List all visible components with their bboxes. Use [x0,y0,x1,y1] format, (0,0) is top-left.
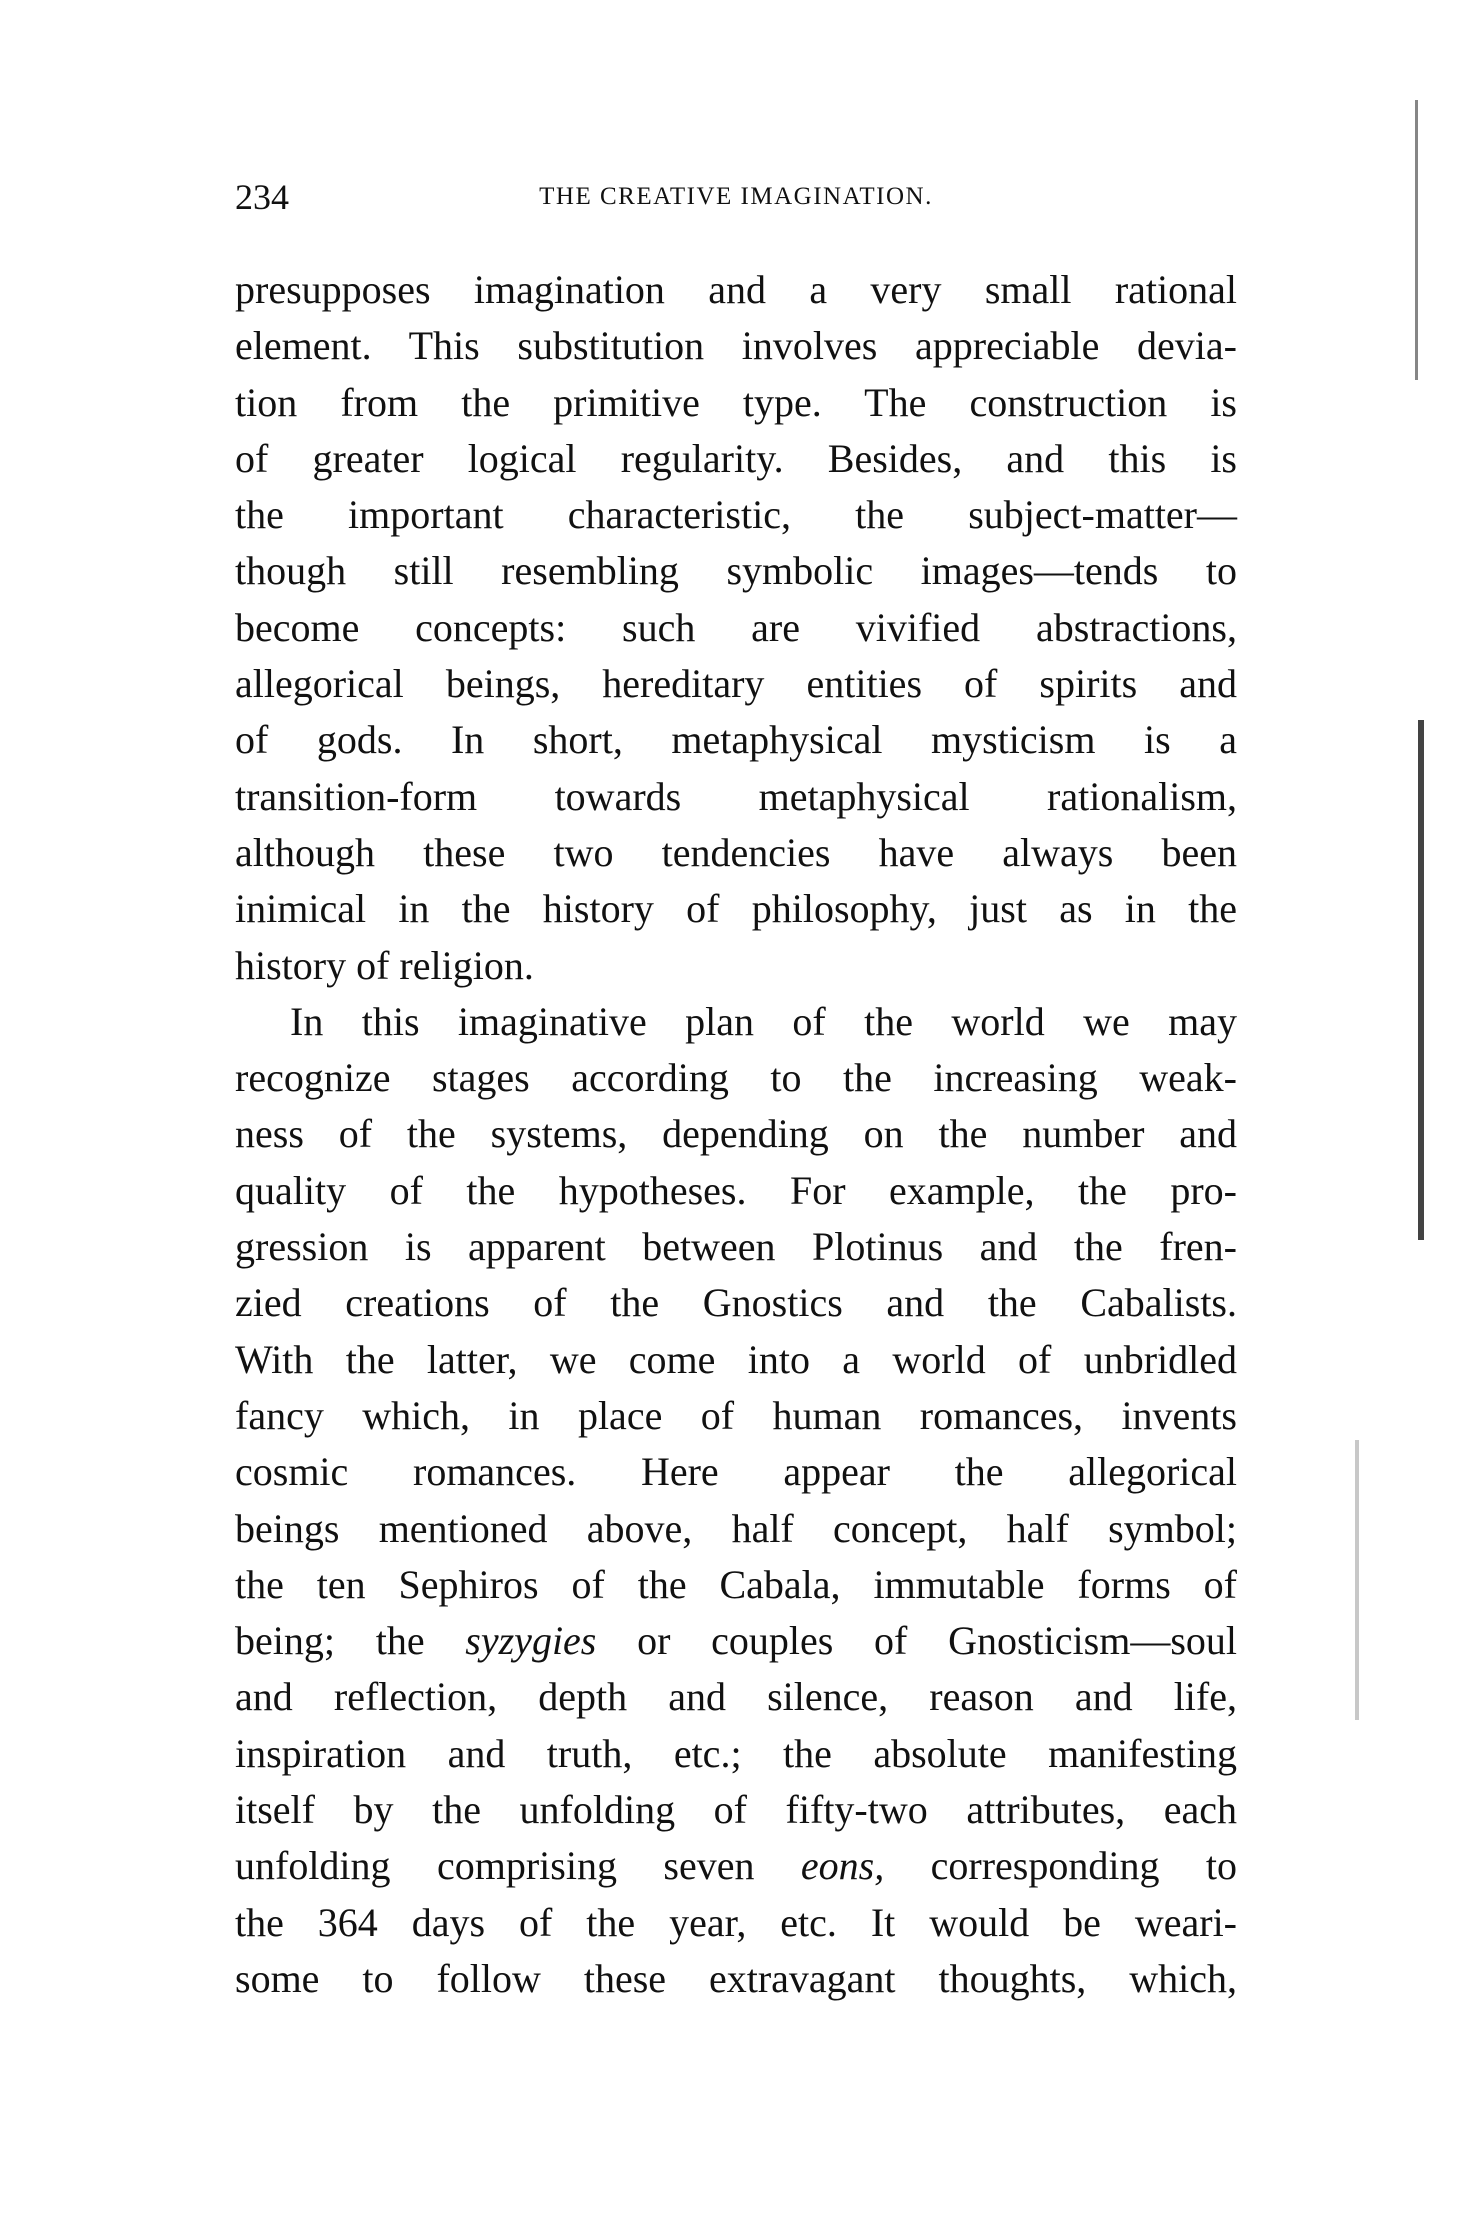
text-segment: and reflection, depth and silence, reason and life, [235,1674,1237,1720]
text-line [235,769,1237,825]
text-segment: gression is apparent between Plotinus and the fren- [235,1224,1237,1270]
text-segment: With the latter, we come into a world of unbridled [235,1336,1237,1382]
text-line [235,487,1237,543]
text-segment: presupposes imagination and a very small rational [235,267,1237,312]
text-segment: the 364 days of the year, etc. It would be weari- [235,1899,1237,1945]
text-segment: recognize stages according to the increasing weak- [235,1055,1237,1101]
text-segment: itself by the unfolding of fifty-two attributes, each [235,1787,1237,1833]
text-segment: transition-form towards metaphysical rationalism, [235,773,1237,819]
text-segment: become concepts: such are vivified abstractions, [235,604,1237,650]
text-segment: though still resembling symbolic images—tends to [235,548,1237,594]
italic-term: syzygies [465,1618,597,1664]
text-segment: although these two tendencies have always been [235,829,1237,875]
text-line [235,1838,1237,1894]
text-line [235,1895,1237,1951]
body-text [235,262,1237,2007]
text-line [235,656,1237,712]
text-line [235,375,1237,431]
scan-edge-mark [1418,720,1424,1240]
text-segment: inimical in the history of philosophy, just as in the [235,886,1237,932]
text-segment: being; the [235,1618,466,1664]
text-line [235,1106,1237,1162]
text-segment: of greater logical regularity. Besides, and this is [235,435,1237,481]
text-line [235,825,1237,881]
text-line [235,543,1237,599]
text-line [235,1669,1237,1725]
text-segment: some to follow these extravagant thoughts, which, [235,1955,1237,2001]
text-segment: allegorical beings, hereditary entities of spirits and [235,661,1237,707]
text-line [235,1726,1237,1782]
text-segment: In this imaginative plan of the world we may [290,998,1237,1044]
text-segment: fancy which, in place of human romances, invents [235,1392,1237,1438]
text-line [235,600,1237,656]
page-number: 234 [235,177,289,217]
text-segment: corresponding to [884,1843,1237,1889]
text-line [235,881,1237,937]
scan-edge-mark [1355,1440,1359,1720]
text-line [235,1782,1237,1838]
text-line [235,1951,1237,2007]
text-line [235,938,1237,994]
text-line [235,431,1237,487]
text-line [235,1275,1237,1331]
text-line [235,1613,1237,1669]
italic-term: eons, [800,1843,885,1889]
text-segment: element. This substitution involves appreciable devia- [235,323,1237,369]
scan-edge-mark [1415,100,1418,380]
text-segment: history of religion. [235,942,534,988]
text-line [235,1501,1237,1557]
text-line [235,1332,1237,1388]
text-line [235,994,1237,1050]
running-title: THE CREATIVE IMAGINATION. [539,183,933,210]
text-segment: of gods. In short, metaphysical mysticism is a [235,717,1237,763]
text-line [235,1444,1237,1500]
text-segment: zied creations of the Gnostics and the Cabalists. [235,1280,1237,1326]
text-line [235,1050,1237,1106]
text-line [235,262,1237,318]
text-segment: quality of the hypotheses. For example, the pro- [235,1167,1237,1213]
text-line [235,1388,1237,1444]
text-segment: unfolding comprising seven [235,1843,801,1889]
text-line [235,712,1237,768]
text-segment: the important characteristic, the subject-matter— [235,492,1237,538]
text-line [235,1219,1237,1275]
text-line [235,318,1237,374]
text-segment: or couples of Gnosticism—soul [596,1618,1237,1664]
text-segment: the ten Sephiros of the Cabala, immutable forms of [235,1561,1237,1607]
text-line [235,1163,1237,1219]
text-segment: ness of the systems, depending on the number and [235,1111,1237,1157]
text-line [235,1557,1237,1613]
text-segment: inspiration and truth, etc.; the absolute manifesting [235,1730,1237,1776]
text-segment: cosmic romances. Here appear the allegorical [235,1449,1237,1495]
text-segment: tion from the primitive type. The construction is [235,379,1237,425]
text-segment: beings mentioned above, half concept, half symbol; [235,1505,1237,1551]
